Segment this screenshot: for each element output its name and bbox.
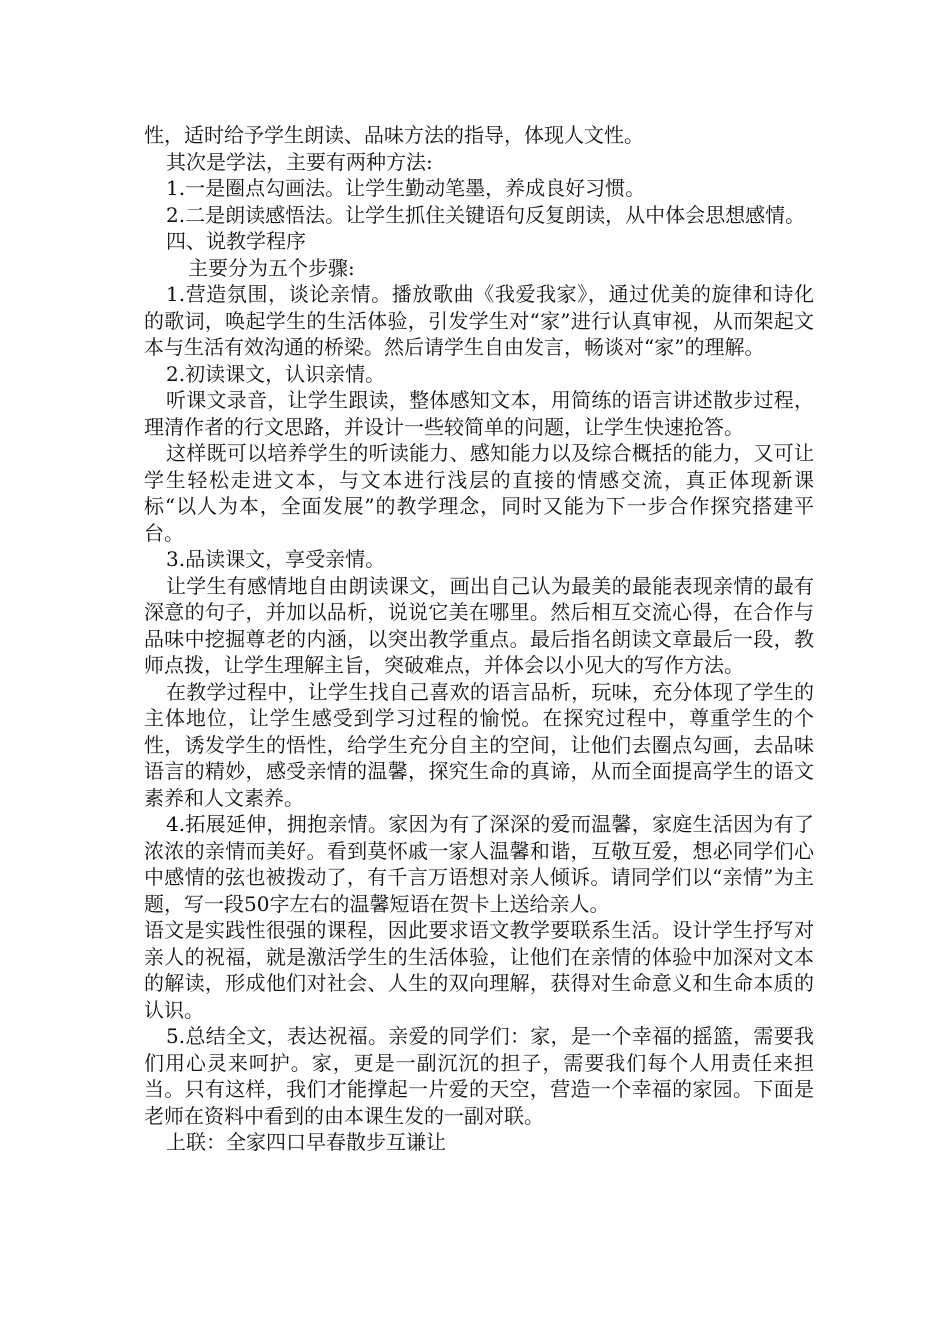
paragraph-step-2-rationale: 这样既可以培养学生的听读能力、感知能力以及综合概括的能力，又可让学生轻松走进文本，与文本进行浅层的直接的情感交流，真正体现新课标“以人为本，全面发展”的教学理念，同时又能为下一步合作探究搭建平台。 bbox=[144, 441, 814, 545]
paragraph-step-3-body: 让学生有感情地自由朗读课文，画出自己认为最美的最能表现亲情的最有深意的句子，并加以品析，说说它美在哪里。然后相互交流心得，在合作与品味中挖掘尊老的内涵，以突出教学重点。最后指名朗读文章最后一段，教师点拨，让学生理解主旨，突破难点，并体会以小见大的写作方法。 bbox=[144, 573, 814, 677]
paragraph-study-methods: 其次是学法，主要有两种方法: bbox=[166, 149, 433, 174]
paragraph-step-1: 1.营造氛围，谈论亲情。播放歌曲《我爱我家》，通过优美的旋律和诗化的歌词，唤起学生的生活体验，引发学生对“家”进行认真审视，从而架起文本与生活有效沟通的桥梁。然后请学生自由发言，畅谈对“家”的理解。 bbox=[144, 282, 814, 359]
paragraph-step-3-rationale: 在教学过程中，让学生找自己喜欢的语言品析，玩味，充分体现了学生的主体地位，让学生感受到学习过程的愉悦。在探究过程中，尊重学生的个性，诱发学生的悟性，给学生充分自主的空间，让他们去圈点勾画，去品味语言的精妙，感受亲情的温馨，探究生命的真谛，从而全面提高学生的语文素养和人文素养。 bbox=[144, 679, 814, 810]
paragraph-method-1: 1.一是圈点勾画法。让学生勤动笔墨，养成良好习惯。 bbox=[166, 176, 646, 200]
paragraph-step-4-rationale: 语文是实践性很强的课程，因此要求语文教学要联系生活。设计学生抒写对亲人的祝福，就是激活学生的生活体验，让他们在亲情的体验中加深对文本的解读，形成他们对社会、人生的双向理解，获得对生命意义和生命本质的认识。 bbox=[144, 918, 814, 1022]
section-heading-teaching-procedure: 四、说教学程序 bbox=[166, 229, 306, 253]
document-body bbox=[144, 122, 814, 1156]
paragraph-step-4: 4.拓展延伸，拥抱亲情。家因为有了深深的爱而温馨，家庭生活因为有了浓浓的亲情而美好。看到莫怀戚一家人温馨和谐，互敬互爱，想必同学们心中感情的弦也被拨动了，有千言万语想对亲人倾诉。请同学们以“亲情”为主题，写一段50字左右的温馨短语在贺卡上送给亲人。 bbox=[144, 812, 814, 916]
paragraph-couplet-first-line: 上联：全家四口早春散步互谦让 bbox=[166, 1130, 446, 1154]
paragraph-step-2-heading: 2.初读课文，认识亲情。 bbox=[166, 361, 386, 386]
paragraph-method-2: 2.二是朗读感悟法。让学生抓住关键语句反复朗读，从中体会思想感情。 bbox=[166, 202, 806, 227]
paragraph-step-2-body: 听课文录音，让学生跟读，整体感知文本，用简练的语言讲述散步过程，理清作者的行文思路，并设计一些较简单的问题，让学生快速抢答。 bbox=[144, 388, 814, 439]
paragraph-continuation: 性，适时给予学生朗读、品味方法的指导，体现人文性。 bbox=[144, 123, 644, 147]
paragraph-step-3-heading: 3.品读课文，享受亲情。 bbox=[166, 547, 386, 571]
paragraph-step-5: 5.总结全文，表达祝福。亲爱的同学们：家，是一个幸福的摇篮，需要我们用心灵来呵护。家，更是一副沉沉的担子，需要我们每个人用责任来担当。只有这样，我们才能撑起一片爱的天空，营造一个幸福的家园。下面是老师在资料中看到的由本课生发的一副对联。 bbox=[144, 1024, 814, 1128]
paragraph-five-steps: 主要分为五个步骤: bbox=[188, 255, 355, 280]
